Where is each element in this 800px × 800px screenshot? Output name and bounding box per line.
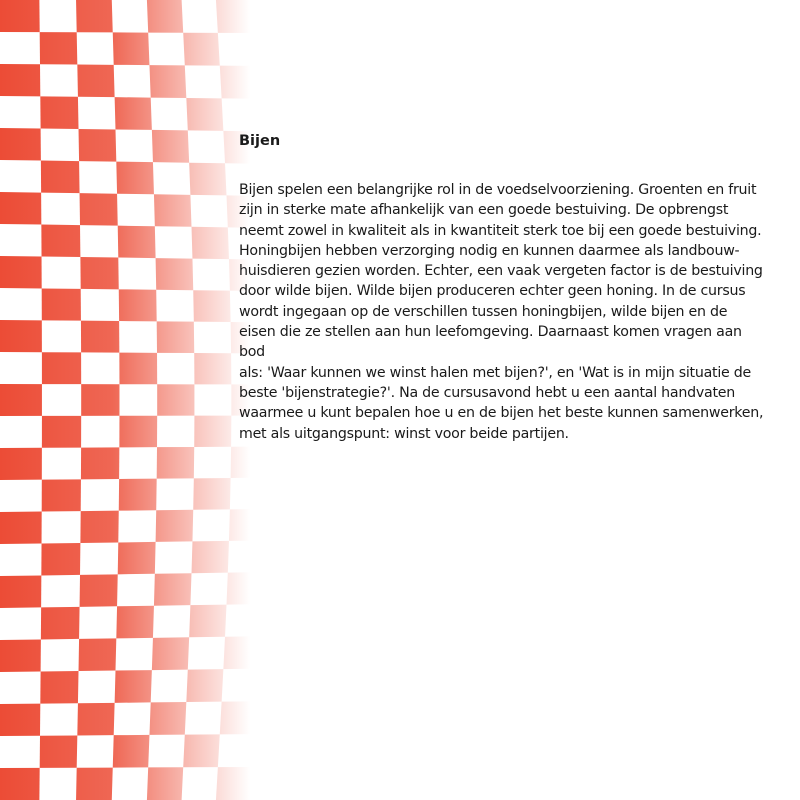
checkerboard-pattern (0, 0, 250, 800)
article (239, 130, 769, 444)
checkerboard-decoration (0, 0, 250, 800)
article-heading: Bijen (239, 133, 281, 149)
checker-fade-overlay (0, 0, 250, 800)
article-body: Bijen spelen een belangrijke rol in de voedselvoorziening. Groenten en fruit zijn in sterke mate afhankelijk van een goede bestuiving. De opbrengst neemt zowel in kwaliteit als in kwantiteit sterk toe bij een goede bestuiving. Honingbijen hebben verzorging nodig en kunnen daarmee als landbouw- huisdieren gezien worden. Echter, een vaak vergeten factor is de bestuiving door wilde bijen. Wilde bijen produceren echter geen honing. In de cursus wordt ingegaan op de verschillen tussen honingbijen, wilde bijen en de eisen die ze stellen aan hun leefomgeving. Daarnaast komen vragen aan bod als: 'Waar kunnen we winst halen met bijen?', en 'Wat is in mijn situatie de beste 'bijenstrategie?'. Na de cursusavond hebt u een aantal handvaten waarmee u kunt bepalen hoe u en de bijen het beste kunnen samenwerken, met als uitgangspunt: winst voor beide partijen. (239, 182, 764, 442)
